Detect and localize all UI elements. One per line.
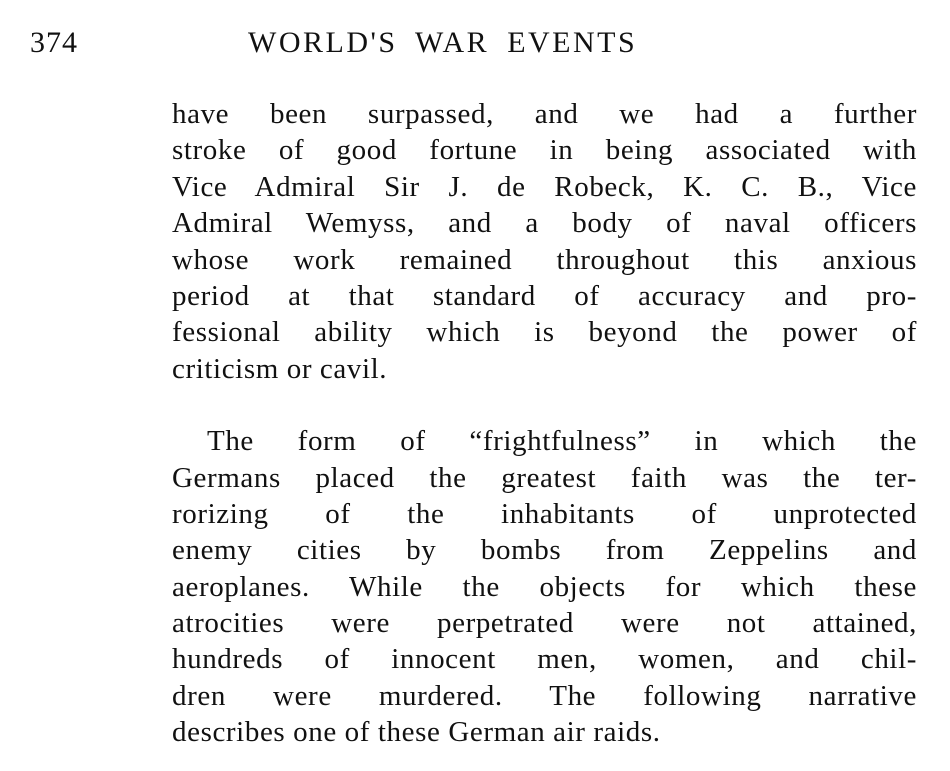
- text-line: fessional ability which is beyond the power of: [172, 316, 917, 349]
- text-line: hundreds of innocent men, women, and chil-: [172, 643, 917, 676]
- text-line: stroke of good fortune in being associated with: [172, 134, 917, 167]
- running-title: WORLD'S WAR EVENTS: [248, 26, 638, 59]
- text-line: whose work remained throughout this anxious: [172, 243, 917, 276]
- text-line: Germans placed the greatest faith was the ter-: [172, 461, 917, 494]
- page-header: [0, 26, 950, 66]
- text-line: atrocities were perpetrated were not attained,: [172, 607, 917, 640]
- body-text: [172, 96, 917, 751]
- text-line: describes one of these German air raids.: [172, 716, 661, 749]
- text-line: Admiral Wemyss, and a body of naval officers: [172, 207, 917, 240]
- text-line: rorizing of the inhabitants of unprotected: [172, 497, 917, 530]
- text-line: dren were murdered. The following narrative: [172, 679, 917, 712]
- paragraph-2: [172, 423, 917, 751]
- page-number: 374: [30, 26, 78, 59]
- text-line: Vice Admiral Sir J. de Robeck, K. C. B., Vice: [172, 170, 917, 203]
- paragraph-1: [172, 96, 917, 387]
- text-line: period at that standard of accuracy and pro-: [172, 279, 917, 312]
- text-line: aeroplanes. While the objects for which these: [172, 570, 917, 603]
- text-line: The form of “frightfulness” in which the: [207, 425, 917, 458]
- text-line: have been surpassed, and we had a further: [172, 98, 917, 130]
- paragraph-gap: [172, 387, 917, 423]
- text-line: criticism or cavil.: [172, 352, 388, 385]
- text-line: enemy cities by bombs from Zeppelins and: [172, 534, 917, 567]
